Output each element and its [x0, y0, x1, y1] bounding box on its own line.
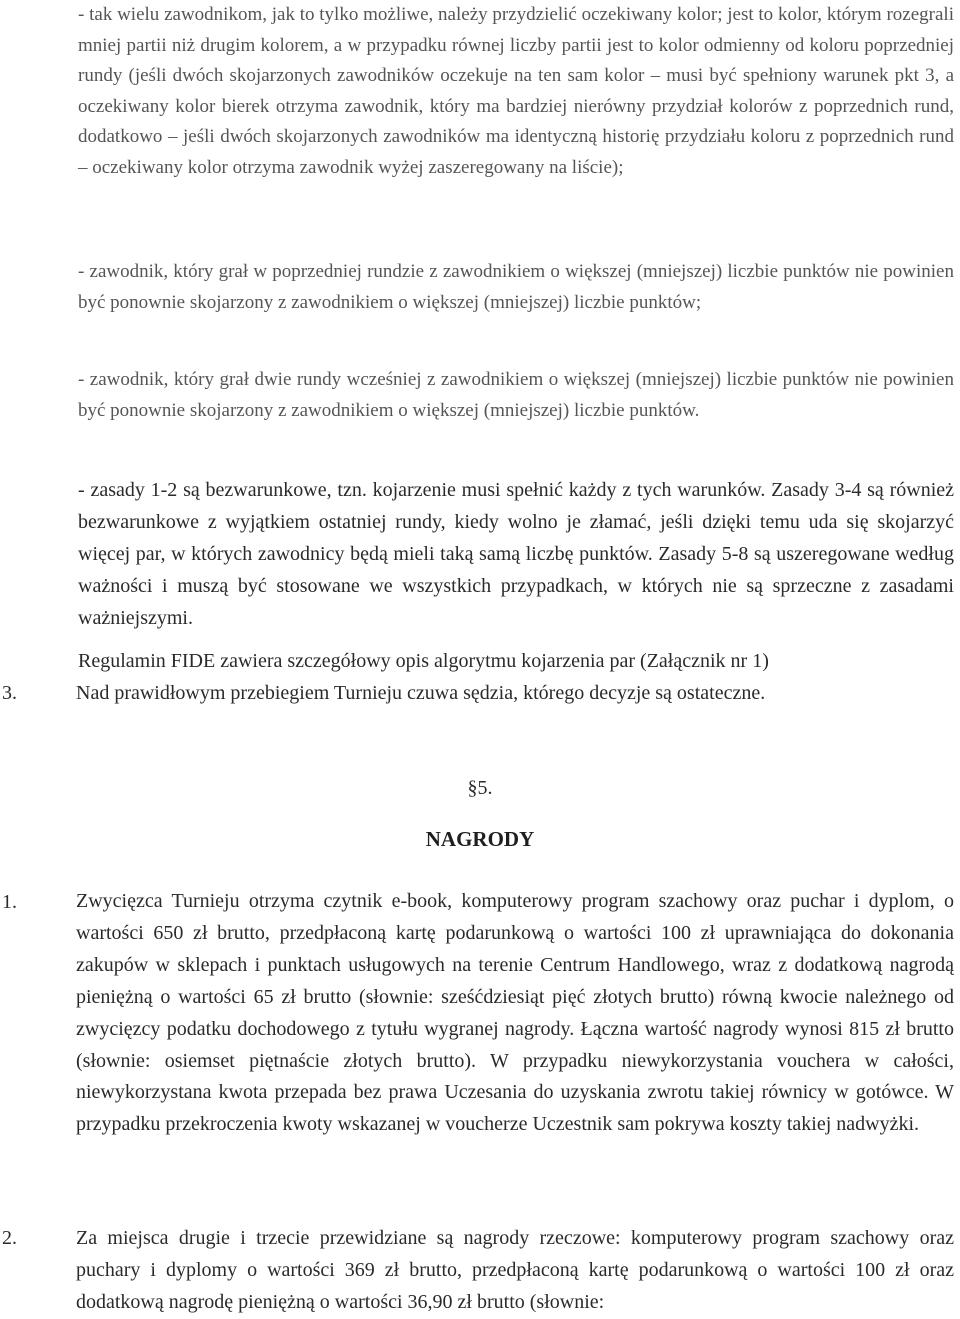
pairing-rule-two-rounds-earlier: - zawodnik, który grał dwie rundy wcześniej z zawodnikiem o większej (mniejszej) liczbie punktów nie powinien być ponownie skojarzony z zawodnikiem o większej (mniejszej) liczbie punktów. [78, 369, 954, 421]
pairing-rules-priority: - zasady 1-2 są bezwarunkowe, tzn. kojarzenie musi spełnić każdy z tych warunków. Zasady 3-4 są również bezwarunkowe z wyjątkiem ostatniej rundy, kiedy wolno je złamać, jeśli dzięki temu uda się skojarzyć więcej par, w których zawodnicy będą mieli taką samą liczbę punktów. Zasady 5-8 są uszeregowane według ważności i muszą być stosowane we wszystkich przypadkach, w których nie są sprzeczne z zasadami ważniejszymi. [78, 479, 954, 629]
prize-number: 2. [2, 1227, 17, 1249]
section-title: NAGRODY [425, 827, 535, 851]
section-number: §5. [467, 777, 493, 799]
prize-text: Za miejsca drugie i trzecie przewidziane są nagrody rzeczowe: komputerowy program szachowy oraz puchary i dyplomy o wartości 369 zł brutto, przedpłaconą kartę podarunkową o wartości 100 zł oraz dodatkową nagrodę pieniężną o wartości 36,90 zł brutto (słownie: [76, 1227, 954, 1313]
pairing-rule-previous-round: - zawodnik, który grał w poprzedniej rundzie z zawodnikiem o większej (mniejszej) liczbie punktów nie powinien być ponownie skojarzony z zawodnikiem o większej (mniejszej) liczbie punktów; [78, 261, 954, 313]
point-text: Nad prawidłowym przebiegiem Turnieju czuwa sędzia, którego decyzje są ostateczne. [76, 682, 766, 704]
fide-regulation-note: Regulamin FIDE zawiera szczegółowy opis algorytmu kojarzenia par (Załącznik nr 1) [78, 650, 769, 672]
prize-text: Zwycięzca Turnieju otrzyma czytnik e-book, komputerowy program szachowy oraz puchar i dyplom, o wartości 650 zł brutto, przedpłaconą kartę podarunkową o wartości 100 zł uprawniająca do dokonania zakupów w sklepach i punktach usługowych na terenie Centrum Handlowego, wraz z dodatkową nagrodą pieniężną o wartości 65 zł brutto (słownie: sześćdziesiąt pięć złotych brutto) równą kwocie należnego od zwycięzcy podatku dochodowego z tytułu wygranej nagrody. Łączna wartość nagrody wynosi 815 zł brutto (słownie: osiemset piętnaście złotych brutto). W przypadku niewykorzystania vouchera w całości, niewykorzystana kwota przepada bez prawa Uczesania do uzyskania zwrotu takiej równicy w gotówce. W przypadku przekroczenia kwoty wskazanej w voucherze Uczestnik sam pokrywa koszty takiej nadwyżki. [76, 890, 954, 1136]
point-number: 3. [2, 682, 17, 704]
prize-number: 1. [2, 891, 17, 913]
pairing-rule-color: - tak wielu zawodnikom, jak to tylko możliwe, należy przydzielić oczekiwany kolor; jest to kolor, którym rozegrali mniej partii niż drugim kolorem, a w przypadku równej liczby partii jest to kolor odmienny od koloru poprzedniej rundy (jeśli dwóch skojarzonych zawodników oczekuje na ten sam kolor – musi być spełniony warunek pkt 3, a oczekiwany kolor bierek otrzyma zawodnik, który ma bardziej nierówny przydział kolorów z poprzednich rund, dodatkowo – jeśli dwóch skojarzonych zawodników ma identyczną historię przydziału koloru z poprzednich rund – oczekiwany kolor otrzyma zawodnik wyżej zaszeregowany na liście); [78, 4, 954, 178]
